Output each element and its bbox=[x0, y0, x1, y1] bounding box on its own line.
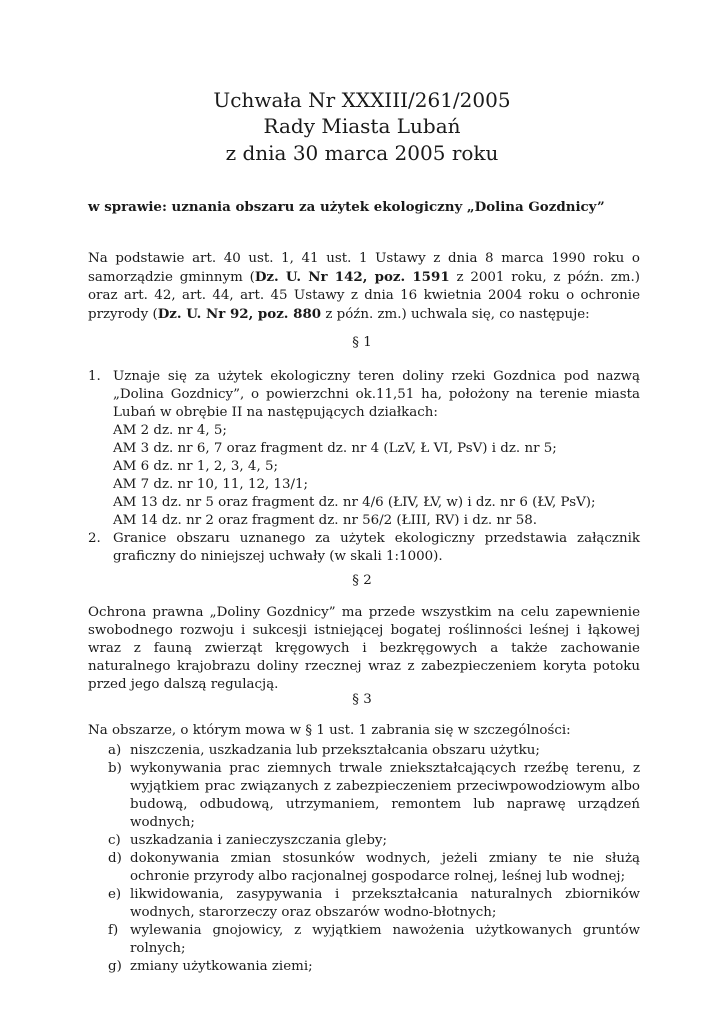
parcel-line: AM 6 dz. nr 1, 2, 3, 4, 5; bbox=[113, 459, 278, 474]
item-letter: g) bbox=[108, 959, 122, 974]
prohibition-item bbox=[88, 850, 640, 886]
section-1-list bbox=[88, 368, 640, 566]
resolution-date: z dnia 30 marca 2005 roku bbox=[225, 141, 499, 165]
parcel-line: AM 7 dz. nr 10, 11, 12, 13/1; bbox=[113, 477, 309, 492]
section-1-item bbox=[88, 368, 640, 530]
legal-basis-text-1: Na podstawie art. 40 ust. 1, 41 ust. 1 Ustawy z dnia 8 marca 1990 roku o samorządzie gminnym ( bbox=[88, 251, 640, 285]
parcel-line: AM 14 dz. nr 2 oraz fragment dz. nr 56/2 (ŁIII, RV) i dz. nr 58. bbox=[113, 513, 538, 528]
item-letter: f) bbox=[108, 923, 119, 938]
prohibition-item bbox=[88, 922, 640, 958]
section-2-paragraph: Ochrona prawna „Doliny Gozdnicy” ma przede wszystkim na celu zapewnienie swobodnego rozwoju i sukcesji istniejącej bogatej roślinności leśnej i łąkowej wraz z fauną zwierząt kręgowych i bezkręgowych a także zachowanie naturalnego krajobrazu doliny rzecznej wraz z zabezpieczeniem koryta potoku przed jego dalszą regulacją. bbox=[88, 605, 640, 692]
item-text: zmiany użytkowania ziemi; bbox=[130, 959, 313, 974]
parcel-line: AM 3 dz. nr 6, 7 oraz fragment dz. nr 4 (LzV, Ł VI, PsV) i dz. nr 5; bbox=[113, 441, 557, 456]
item-text: wylewania gnojowicy, z wyjątkiem nawożenia użytkowanych gruntów rolnych; bbox=[130, 923, 640, 956]
legal-basis-text-3: z późn. zm.) uchwala się, co następuje: bbox=[321, 307, 590, 322]
item-text: Uznaje się za użytek ekologiczny teren doliny rzeki Gozdnica pod nazwą „Dolina Gozdnicy”, o powierzchni ok.11,51 ha, położony na terenie miasta Lubań w obrębie II na następujących działkach: bbox=[113, 369, 640, 420]
item-text: niszczenia, uszkadzania lub przekształcania obszaru użytku; bbox=[130, 743, 540, 758]
resolution-subject: w sprawie: uznania obszaru za użytek ekologiczny „Dolina Gozdnicy” bbox=[88, 199, 605, 215]
section-1-heading: § 1 bbox=[352, 335, 372, 350]
item-letter: a) bbox=[108, 743, 122, 758]
prohibition-item bbox=[88, 760, 640, 832]
prohibition-item bbox=[88, 832, 640, 850]
item-letter: e) bbox=[108, 887, 122, 902]
council-name: Rady Miasta Lubań bbox=[263, 114, 461, 138]
item-text: wykonywania prac ziemnych trwale zniekształcających rzeźbę terenu, z wyjątkiem prac związanych z zabezpieczeniem przeciwpowodziowym albo budową, odbudową, utrzymaniem, remontem lub naprawę urządzeń wodnych; bbox=[130, 761, 640, 830]
legal-basis-citation-2: Dz. U. Nr 92, poz. 880 bbox=[157, 306, 322, 322]
legal-basis-paragraph bbox=[88, 250, 640, 324]
prohibition-item bbox=[88, 958, 640, 976]
section-3-heading: § 3 bbox=[352, 692, 372, 707]
prohibition-item bbox=[88, 886, 640, 922]
item-text: likwidowania, zasypywania i przekształcania naturalnych zbiorników wodnych, starorzeczy oraz obszarów wodno-błotnych; bbox=[130, 887, 640, 920]
section-1-item bbox=[88, 530, 640, 566]
parcel-line: AM 2 dz. nr 4, 5; bbox=[113, 423, 227, 438]
item-number: 2. bbox=[88, 531, 101, 546]
item-letter: d) bbox=[108, 851, 122, 866]
section-2-heading: § 2 bbox=[352, 573, 372, 588]
item-text: dokonywania zmian stosunków wodnych, jeżeli zmiany te nie służą ochronie przyrody albo racjonalnej gospodarce rolnej, leśnej lub wodnej; bbox=[130, 851, 640, 884]
item-letter: c) bbox=[108, 833, 121, 848]
legal-basis-text-2: z 2001 roku, z późn. zm.) oraz art. 42, art. 44, art. 45 Ustawy z dnia 16 kwietnia 2004 roku o ochronie przyrody ( bbox=[88, 270, 640, 322]
prohibition-item bbox=[88, 742, 640, 760]
item-letter: b) bbox=[108, 761, 122, 776]
item-text: uszkadzania i zanieczyszczania gleby; bbox=[130, 833, 387, 848]
parcel-line: AM 13 dz. nr 5 oraz fragment dz. nr 4/6 (ŁIV, ŁV, w) i dz. nr 6 (ŁV, PsV); bbox=[113, 495, 596, 510]
item-number: 1. bbox=[88, 369, 101, 384]
item-text: Granice obszaru uznanego za użytek ekologiczny przedstawia załącznik graficzny do niniejszej uchwały (w skali 1:1000). bbox=[113, 531, 640, 564]
section-3-intro: Na obszarze, o którym mowa w § 1 ust. 1 zabrania się w szczególności: bbox=[88, 723, 571, 738]
legal-basis-citation-1: Dz. U. Nr 142, poz. 1591 bbox=[254, 269, 450, 285]
section-3-list bbox=[88, 742, 640, 976]
resolution-number: Uchwała Nr XXXIII/261/2005 bbox=[213, 88, 511, 112]
